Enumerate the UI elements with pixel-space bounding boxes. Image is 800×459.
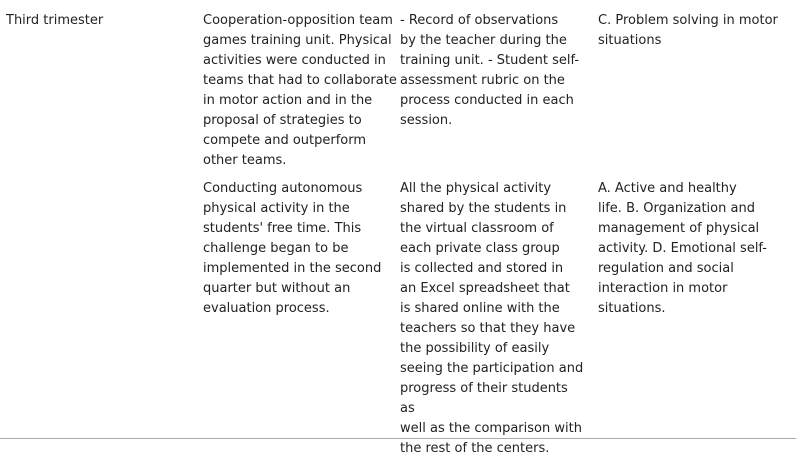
- table-row: [0, 174, 796, 456]
- evaluation-cell: - Record of observations by the teacher during the training unit. - Student self- assessment rubric on the process conducted in each session.: [400, 13, 580, 128]
- activity-cell: Conducting autonomous physical activity in the students' free time. This challenge began to be implemented in the second quarter but without an evaluation process.: [203, 181, 382, 316]
- activity-cell: Cooperation-opposition team games training unit. Physical activities were conducted in teams that had to collaborate in motor action and in the proposal of strategies to compete and outperform other teams.: [203, 13, 397, 168]
- competences-cell: A. Active and healthy life. B. Organization and management of physical activity. D. Emotional self- regulation and social interaction in motor situations.: [598, 181, 767, 316]
- table-row: [0, 0, 796, 174]
- period-cell: Third trimester: [6, 13, 104, 28]
- evaluation-cell: All the physical activity shared by the students in the virtual classroom of each private class group is collected and stored in an Excel spreadsheet that is shared online with the teachers so that they have the possibility of easily seeing the participation and progress of their students as well as the comparison with the rest of the centers.: [400, 181, 584, 456]
- competences-cell: C. Problem solving in motor situations: [598, 13, 778, 48]
